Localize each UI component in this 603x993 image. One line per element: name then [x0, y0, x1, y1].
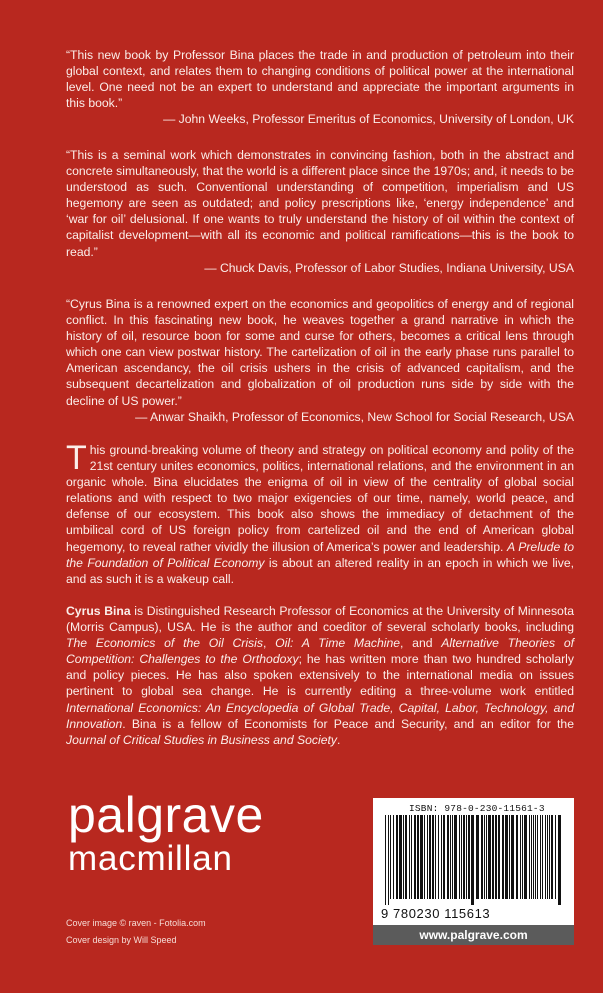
cover-credits: [66, 915, 206, 949]
barcode-bar: [409, 815, 410, 899]
barcode-bar: [549, 815, 550, 899]
barcode-bar: [505, 815, 508, 899]
barcode-bar: [411, 815, 412, 899]
barcode-bar: [476, 815, 479, 899]
quote-attribution: — John Weeks, Professor Emeritus of Economics, University of London, UK: [163, 112, 574, 127]
barcode-bar: [516, 815, 518, 899]
barcode-bar: [447, 815, 449, 899]
book-title-italic: Oil: A Time Machine: [275, 636, 400, 651]
book-title-italic: International Economics: An Encyclopedia of Global Trade, Capital, Labor, Technology, and Innovation: [66, 700, 574, 731]
barcode-bar: [438, 815, 439, 899]
author-bio: Cyrus Bina is Distinguished Research Professor of Economics at the University of Minnesota (Morris Campus), USA. He is the author and coeditor of several scholarly books, including The Economics of the Oil Crisis, Oil: A Time Machine, and Alternative Theories of Competition: Challenges to the Orthodoxy; he has written more than two hundred scholarly and policy pieces. He has also spoken extensively to the international media on issues pertinent to global sea change. He is currently editing a three-volume work entitled International Economics: An Encyclopedia of Global Trade, Capital, Labor, Technology, and Innovation. Bina is a fellow of Economists for Peace and Security, and an editor for the Journal of Critical Studies in Business and Society.: [66, 604, 574, 747]
barcode-bar: [385, 815, 386, 905]
barcode-bar: [535, 815, 536, 899]
barcode-digits: 9 780230 115613: [381, 906, 491, 921]
barcode-bar: [486, 815, 487, 899]
endorsement-quote: [66, 47, 574, 127]
publisher-logo-line1: palgrave: [68, 787, 264, 843]
barcode-bar: [537, 815, 538, 899]
barcode-bar: [495, 815, 497, 899]
quote-text: “This new book by Professor Bina places the trade in and production of petroleum into their global context, and relates them to changing conditions of political power at the international level. One need not be an expert to understand and appreciate the important arguments in this book.”: [66, 48, 574, 111]
bio-text: , and: [400, 636, 433, 651]
barcode-bar: [492, 815, 494, 899]
bio-text: is Distinguished Research Professor of Economics at the University of Minnesota (Morris Campus), USA. He is the author and coeditor of several scholarly books, including: [66, 604, 574, 635]
barcode-bar: [484, 815, 485, 899]
barcode-bar: [441, 815, 442, 899]
barcode-bar: [459, 815, 460, 899]
barcode-bar: [540, 815, 541, 899]
barcode-bar: [545, 815, 546, 899]
barcode-bar: [435, 815, 436, 899]
barcode-bar: [403, 815, 404, 899]
book-title-italic: A Prelude to the Foundation of Political Economy: [66, 539, 574, 570]
barcode-bar: [414, 815, 416, 899]
barcode-bar: [463, 815, 465, 899]
barcode-bar: [551, 815, 553, 899]
barcode-bar: [498, 815, 500, 899]
barcode-bar: [522, 815, 523, 899]
book-title-italic: The Economics of the Oil Crisis: [66, 636, 263, 651]
book-title-italic: Alternative Theories of Competition: Challenges to the Orthodoxy: [66, 636, 574, 667]
barcode-bar: [429, 815, 431, 899]
barcode-bar: [471, 815, 474, 905]
barcode-bar: [424, 815, 425, 899]
barcode-bar: [533, 815, 534, 899]
barcode-bar: [399, 815, 402, 899]
publisher-url[interactable]: www.palgrave.com: [373, 925, 574, 945]
bio-text: . Bina is a fellow of Economists for Peace and Security, and an editor for the: [122, 716, 574, 731]
publisher-logo-line2: macmillan: [68, 839, 233, 878]
barcode-bar: [555, 815, 556, 899]
description-text-end: is about an altered reality in an epoch in which we live, and as such it is a wakeup call.: [66, 555, 575, 586]
barcode-bar: [452, 815, 453, 899]
barcode-bar: [427, 815, 428, 899]
drop-cap: T: [66, 439, 87, 477]
barcode-bar: [558, 815, 561, 905]
barcode-bar: [388, 815, 389, 905]
barcode-bar: [450, 815, 451, 899]
endorsement-quote: [66, 147, 574, 276]
barcode-bar: [502, 815, 504, 899]
barcode-bar: [488, 815, 491, 899]
barcode-bar: [542, 815, 543, 899]
quote-text: “Cyrus Bina is a renowned expert on the economics and geopolitics of energy and of regional conflict. In this fascinating new book, he weaves together a grand narrative in which the history of oil, resource boon for some and curse for others, becomes a critical lens through which one can view postwar history. The cartelization of oil in the early phase runs parallel to American ascendancy, the oil crisis ushers in the crisis of advanced capitalism, and the subsequent decartelization and globalization of oil production runs side by side with the decline of US power.”: [66, 297, 574, 408]
barcode-bar: [529, 815, 530, 899]
book-description: [66, 439, 575, 587]
barcode-bar: [481, 815, 483, 899]
barcode-bar: [393, 815, 394, 899]
quote-text: “This is a seminal work which demonstrates in convincing fashion, both in the abstract and concrete simultaneously, that the world is a different place since the 1970s; and, it needs to be understood as such. Conventional understanding of competition, imperialism and US hegemony are seen as outdated; and policy prescriptions like, ‘energy independence’ and ‘war for oil’ delusional. If one wants to truly understand the history of oil within the context of capitalist development—with all its economic and political ramifications—this is the book to read.”: [66, 148, 574, 259]
barcode-bar: [468, 815, 470, 899]
barcode-bar: [509, 815, 510, 899]
cover-design-credit: Cover design by Will Speed: [66, 935, 177, 945]
barcode-bar: [396, 815, 398, 899]
endorsement-quote: [66, 296, 574, 425]
author-name: Cyrus Bina: [66, 604, 131, 618]
quote-attribution: — Chuck Davis, Professor of Labor Studies, Indiana University, USA: [204, 260, 574, 275]
barcode-bar: [432, 815, 434, 899]
description-text: his ground-breaking volume of theory and strategy on political economy and polity of the 21st century unites economics, politics, international relations, and the environment in an organic whole. Bina elucidates the enigma of oil in view of the centrality of global social relations and with respect to two major exigencies of our time, namely, world peace, and defense of our ecosystem. This book also shows the immediacy of detachment of the umbilical cord of US foreign policy from cartelized oil and the end of American global hegemony, to reveal rather vividly the illusion of America’s power and leadership.: [66, 443, 574, 554]
barcode-bar: [524, 815, 527, 899]
barcode-bar: [420, 815, 423, 899]
barcode-bar: [547, 815, 548, 899]
barcode-bar: [520, 815, 521, 899]
cover-image-credit: Cover image © raven - Fotolia.com: [66, 918, 206, 928]
barcode-bar: [454, 815, 457, 899]
barcode-bar: [405, 815, 407, 899]
barcode-bar: [466, 815, 467, 899]
publisher-logo: [68, 787, 264, 878]
barcode-panel: [373, 798, 574, 925]
journal-title-italic: Journal of Critical Studies in Business and Society: [66, 732, 337, 747]
barcode-bar: [417, 815, 419, 899]
barcode-icon: [383, 815, 565, 905]
barcode-bar: [531, 815, 532, 899]
barcode-bar: [461, 815, 462, 899]
barcode-bar: [443, 815, 445, 899]
bio-text: .: [336, 732, 341, 747]
isbn-label: ISBN: 978-0-230-11561-3: [409, 803, 545, 814]
quote-attribution: — Anwar Shaikh, Professor of Economics, New School for Social Research, USA: [135, 409, 574, 424]
barcode-bar: [511, 815, 514, 899]
barcode-bar: [390, 815, 391, 899]
bio-text: ; he has written more than two hundred scholarly and policy pieces. He has also spoken extensively to the international media on issues pertinent to global sea change. He is currently editing a three-volume work entitled: [66, 652, 574, 699]
